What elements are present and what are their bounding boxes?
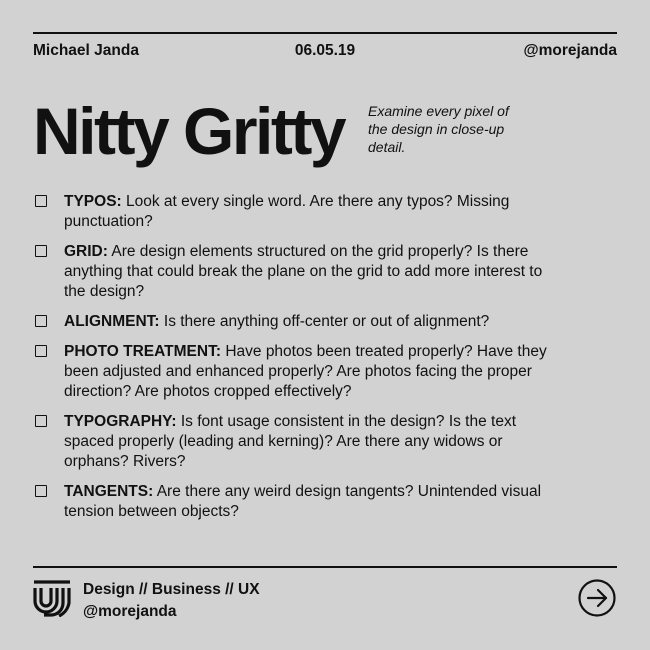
item-label: TANGENTS: bbox=[64, 483, 154, 500]
item-label: GRID: bbox=[64, 243, 108, 260]
top-divider bbox=[33, 32, 617, 34]
bottom-divider bbox=[33, 566, 617, 568]
header-handle[interactable]: @morejanda bbox=[523, 42, 617, 59]
item-text: Is there anything off-center or out of alignment? bbox=[159, 313, 490, 330]
item-text: Look at every single word. Are there any typos? Missing punctuation? bbox=[64, 193, 510, 230]
item-label: TYPOS: bbox=[64, 193, 122, 210]
checkbox-icon[interactable] bbox=[35, 315, 47, 327]
checkbox-icon[interactable] bbox=[35, 245, 47, 257]
checklist-item-grid bbox=[33, 242, 553, 302]
arrow-right-circle-icon[interactable] bbox=[578, 579, 616, 617]
header bbox=[33, 42, 617, 62]
post-date: 06.05.19 bbox=[294, 42, 356, 59]
checkbox-icon[interactable] bbox=[35, 485, 47, 497]
checkbox-icon[interactable] bbox=[35, 195, 47, 207]
item-text: Is font usage consistent in the design? Is the text spaced properly (leading and kerning)? Are there any widows or orphans? Rivers? bbox=[64, 413, 517, 470]
item-text: Have photos been treated properly? Have they been adjusted and enhanced properly? Are photos facing the proper direction? Are photos cropped effectively? bbox=[64, 343, 547, 400]
author-name: Michael Janda bbox=[33, 42, 139, 59]
item-label: TYPOGRAPHY: bbox=[64, 413, 177, 430]
item-text: Are design elements structured on the grid properly? Is there anything that could break the plane on the grid to add more interest to the design? bbox=[64, 243, 543, 300]
footer-text bbox=[83, 579, 260, 623]
footer-categories: Design // Business // UX bbox=[83, 581, 260, 598]
checkbox-icon[interactable] bbox=[35, 345, 47, 357]
mj-logo-icon bbox=[33, 579, 71, 617]
checklist-item-typography bbox=[33, 412, 553, 472]
item-label: PHOTO TREATMENT: bbox=[64, 343, 222, 360]
checklist-item-alignment bbox=[33, 312, 553, 332]
checklist-item-tangents bbox=[33, 482, 553, 522]
page-subtitle: Examine every pixel of the design in close-up detail. bbox=[368, 103, 509, 155]
checkbox-icon[interactable] bbox=[35, 415, 47, 427]
item-text: Are there any weird design tangents? Unintended visual tension between objects? bbox=[64, 483, 542, 520]
page-title: Nitty Gritty bbox=[33, 94, 345, 168]
checklist bbox=[33, 192, 553, 532]
checklist-item-typos bbox=[33, 192, 553, 232]
footer-handle[interactable]: @morejanda bbox=[83, 603, 177, 620]
item-label: ALIGNMENT: bbox=[64, 313, 160, 330]
checklist-item-photo-treatment bbox=[33, 342, 553, 402]
